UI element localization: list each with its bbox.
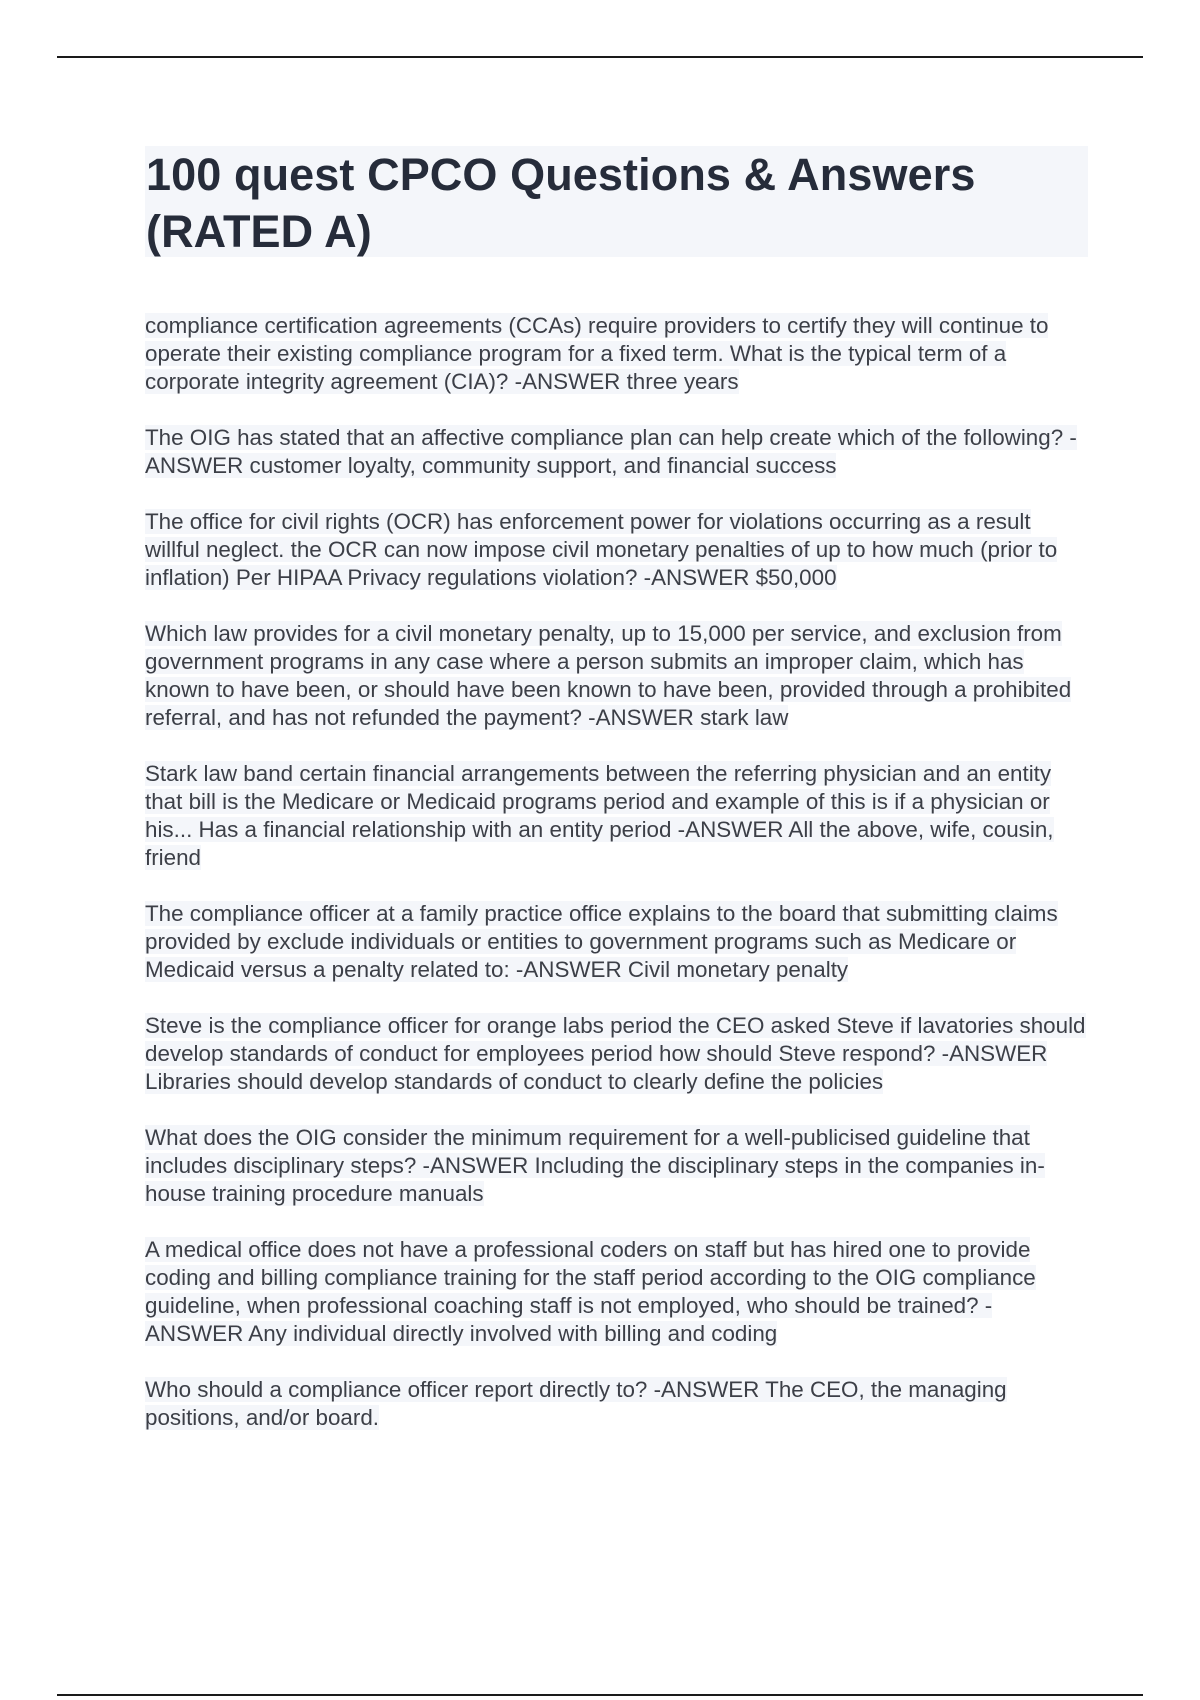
qa-text: The compliance officer at a family practice office explains to the board that submitting claims provided by exclude individuals or entities to government programs such as Medicare or Medicaid versus a penalty related to: -ANSWER Civil monetary penalty — [145, 901, 1058, 982]
qa-item — [145, 1236, 1090, 1348]
header-rule — [57, 56, 1143, 58]
qa-item — [145, 620, 1090, 732]
qa-text: Who should a compliance officer report directly to? -ANSWER The CEO, the managing positions, and/or board. — [145, 1377, 1007, 1430]
qa-item — [145, 312, 1090, 396]
qa-item — [145, 1376, 1090, 1432]
title-block — [145, 146, 1088, 257]
qa-item — [145, 900, 1090, 984]
footer-rule — [57, 1694, 1143, 1696]
qa-text: The OIG has stated that an affective compliance plan can help create which of the following? -ANSWER customer loyalty, community support, and financial success — [145, 425, 1077, 478]
qa-item — [145, 424, 1090, 480]
qa-item — [145, 508, 1090, 592]
qa-list — [145, 312, 1090, 1460]
qa-item — [145, 1012, 1090, 1096]
qa-item — [145, 1124, 1090, 1208]
qa-text: Which law provides for a civil monetary penalty, up to 15,000 per service, and exclusion from government programs in any case where a person submits an improper claim, which has known to have been, or should have been known to have been, provided through a prohibited referral, and has not refunded the payment? -ANSWER stark law — [145, 621, 1072, 730]
page-title: 100 quest CPCO Questions & Answers (RATED A) — [146, 149, 976, 257]
qa-text: Steve is the compliance officer for orange labs period the CEO asked Steve if lavatories should develop standards of conduct for employees period how should Steve respond? -ANSWER Libraries should develop standards of conduct to clearly define the policies — [145, 1013, 1086, 1094]
qa-text: A medical office does not have a professional coders on staff but has hired one to provide coding and billing compliance training for the staff period according to the OIG compliance guideline, when professional coaching staff is not employed, who should be trained? -ANSWER Any individual directly involved with billing and coding — [145, 1237, 1036, 1346]
qa-text: compliance certification agreements (CCAs) require providers to certify they will continue to operate their existing compliance program for a fixed term. What is the typical term of a corporate integrity agreement (CIA)? -ANSWER three years — [145, 313, 1049, 394]
qa-text: Stark law band certain financial arrangements between the referring physician and an entity that bill is the Medicare or Medicaid programs period and example of this is if a physician or his... Has a financial relationship with an entity period -ANSWER All the above, wife, cousin, friend — [145, 761, 1054, 870]
qa-text: The office for civil rights (OCR) has enforcement power for violations occurring as a result willful neglect. the OCR can now impose civil monetary penalties of up to how much (prior to inflation) Per HIPAA Privacy regulations violation? -ANSWER $50,000 — [145, 509, 1058, 590]
qa-text: What does the OIG consider the minimum requirement for a well-publicised guideline that includes disciplinary steps? -ANSWER Including the disciplinary steps in the companies in-house training procedure manuals — [145, 1125, 1045, 1206]
qa-item — [145, 760, 1090, 872]
